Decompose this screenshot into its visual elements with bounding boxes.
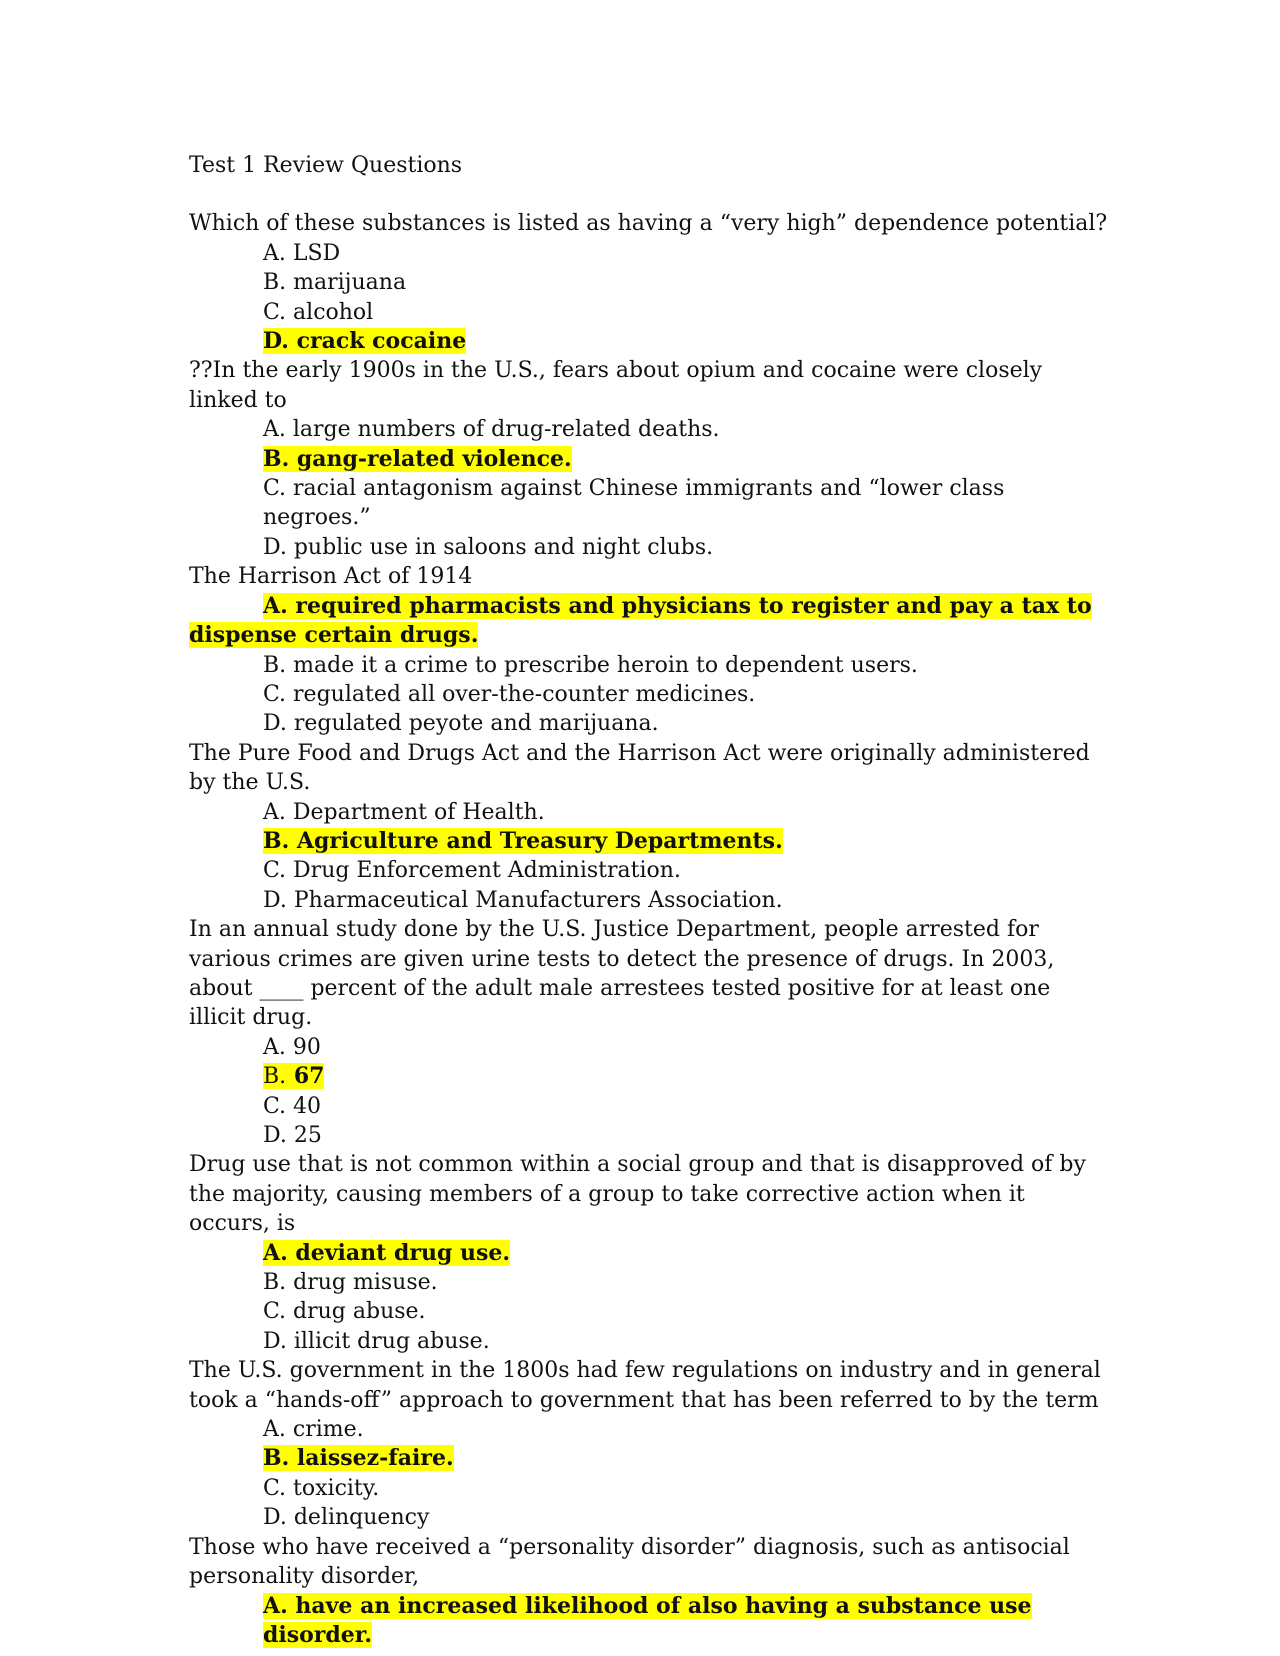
- document-title: Test 1 Review Questions: [189, 153, 463, 178]
- option-d: D. Pharmaceutical Manufacturers Association.: [263, 887, 783, 913]
- option-c: C. regulated all over-the-counter medicines.: [263, 681, 756, 707]
- option-b-value: 67: [293, 1063, 325, 1090]
- question-5: [189, 915, 1109, 1150]
- highlighted-answer: D. crack cocaine: [263, 328, 467, 355]
- option-b: B. drug misuse.: [263, 1270, 438, 1296]
- option-a: A. Department of Health.: [263, 799, 545, 825]
- option-c: C. toxicity.: [263, 1475, 380, 1501]
- question-stem: Drug use that is not common within a social group and that is disapproved of by the majority, causing members of a group to take corrective action when it occurs, is: [189, 1152, 1086, 1237]
- option-d-highlighted: [189, 327, 1109, 356]
- option-a: A. large numbers of drug-related deaths.: [263, 417, 720, 443]
- highlighted-answer: B. Agriculture and Treasury Departments.: [263, 827, 783, 854]
- option-d: D. illicit drug abuse.: [263, 1328, 490, 1354]
- question-stem: The Pure Food and Drugs Act and the Harrison Act were originally administered by the U.S.: [189, 740, 1090, 796]
- question-stem: The Harrison Act of 1914: [189, 564, 473, 590]
- option-b: B. made it a crime to prescribe heroin to dependent users.: [263, 652, 918, 678]
- option-b-highlighted: [189, 827, 1109, 856]
- question-2: [189, 356, 1109, 562]
- option-b-highlighted: [189, 1444, 1109, 1473]
- option-b-highlighted: [189, 445, 1109, 474]
- question-stem: Those who have received a “personality disorder” diagnosis, such as antisocial personality disorder,: [189, 1534, 1070, 1590]
- option-a-highlighted: [189, 592, 1109, 621]
- question-6: [189, 1150, 1109, 1356]
- option-c: C. 40: [263, 1093, 322, 1119]
- option-a-highlighted: [189, 1239, 1109, 1268]
- question-7: [189, 1356, 1109, 1532]
- option-b-highlighted: [189, 1062, 1109, 1091]
- highlighted-answer-continuation: dispense certain drugs.: [189, 622, 479, 649]
- option-c: C. racial antagonism against Chinese immigrants and “lower class negroes.”: [263, 476, 1005, 531]
- question-stem: Which of these substances is listed as having a “very high” dependence potential?: [189, 211, 1108, 237]
- highlighted-answer: A. have an increased likelihood of also having a substance use disorder.: [263, 1592, 1032, 1648]
- option-d: D. 25: [263, 1123, 322, 1148]
- question-4: [189, 739, 1109, 915]
- question-stem: ??In the early 1900s in the U.S., fears about opium and cocaine were closely linked to: [189, 358, 1043, 413]
- highlighted-answer: B. gang-related violence.: [263, 445, 572, 472]
- option-b: B. marijuana: [263, 270, 407, 296]
- question-stem: The U.S. government in the 1800s had few regulations on industry and in general took a “hands-off” approach to government that has been referred to by the term: [189, 1358, 1101, 1413]
- option-b-label: B.: [263, 1064, 287, 1090]
- highlighted-answer: [263, 1063, 324, 1089]
- document-page: [189, 151, 1109, 1650]
- question-stem: In an annual study done by the U.S. Justice Department, people arrested for various crimes are given urine tests to detect the presence of drugs. In 2003, about ____ percent of the adult male arrestees tested positive for at least one illicit drug.: [189, 917, 1055, 1031]
- question-8: [189, 1533, 1109, 1651]
- option-a: A. crime.: [263, 1417, 364, 1443]
- option-d: D. public use in saloons and night clubs.: [263, 534, 714, 560]
- option-c: C. drug abuse.: [263, 1299, 426, 1325]
- highlighted-answer: A. required pharmacists and physicians to register and pay a tax to: [263, 592, 1092, 619]
- option-d: D. regulated peyote and marijuana.: [263, 711, 659, 737]
- question-3: [189, 562, 1109, 738]
- option-d: D. delinquency: [263, 1505, 430, 1531]
- option-a-continuation: [189, 621, 1109, 650]
- option-a: A. LSD: [263, 240, 341, 266]
- option-a-highlighted: [189, 1592, 1109, 1651]
- highlighted-answer: B. laissez-faire.: [263, 1445, 454, 1472]
- option-a: A. 90: [263, 1034, 321, 1060]
- option-c: C. alcohol: [263, 299, 374, 325]
- question-1: [189, 209, 1109, 356]
- highlighted-answer: A. deviant drug use.: [263, 1239, 511, 1266]
- option-c: C. Drug Enforcement Administration.: [263, 858, 681, 884]
